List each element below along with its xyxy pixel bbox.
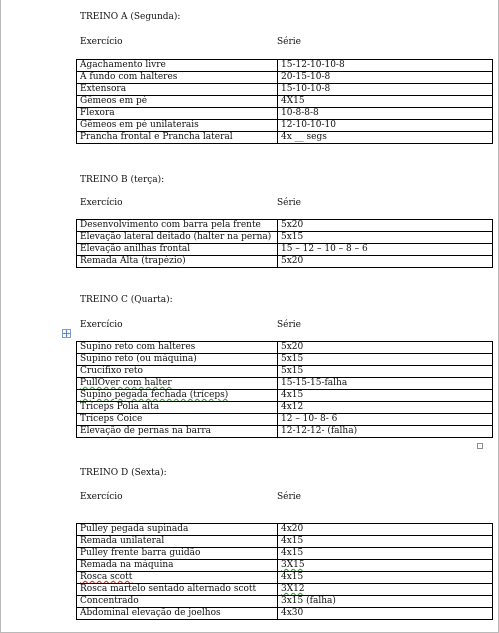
- column-header-series: Série: [277, 492, 301, 502]
- column-header-exercise: Exercício: [80, 198, 123, 208]
- exercise-cell[interactable]: Agachamento livre: [77, 60, 278, 72]
- exercise-cell[interactable]: Elevação lateral deitado (halter na perna): [77, 232, 278, 244]
- exercise-cell[interactable]: Elevação anilhas frontal: [77, 244, 278, 256]
- series-cell[interactable]: 3X12: [278, 584, 493, 596]
- series-cell[interactable]: 5x15: [278, 232, 493, 244]
- table-row: [77, 426, 493, 438]
- table-row: [77, 548, 493, 560]
- series-cell[interactable]: 5x15: [278, 366, 493, 378]
- table-row: [77, 596, 493, 608]
- series-cell[interactable]: 4x30: [278, 608, 493, 620]
- series-cell[interactable]: 12-10-10-10: [278, 120, 493, 132]
- exercise-cell[interactable]: Extensora: [77, 84, 278, 96]
- exercise-cell[interactable]: Supino reto com halteres: [77, 342, 278, 354]
- table-row: [77, 524, 493, 536]
- exercise-cell[interactable]: PullOver com halter: [77, 378, 278, 390]
- table-row: [77, 536, 493, 548]
- exercise-cell[interactable]: Desenvolvimento com barra pela frente: [77, 220, 278, 232]
- section-title: TREINO D (Sexta):: [80, 468, 167, 478]
- exercise-cell[interactable]: Gêmeos em pé: [77, 96, 278, 108]
- exercise-cell[interactable]: Abdominal elevação de joelhos: [77, 608, 278, 620]
- series-cell[interactable]: 5x20: [278, 256, 493, 268]
- exercise-cell[interactable]: A fundo com halteres: [77, 72, 278, 84]
- column-header-exercise: Exercício: [80, 492, 123, 502]
- section-title: TREINO B (terça):: [80, 175, 165, 185]
- table-row: [77, 572, 493, 584]
- exercise-cell[interactable]: Tríceps Polia alta: [77, 402, 278, 414]
- exercise-cell[interactable]: Concentrado: [77, 596, 278, 608]
- table-row: [77, 244, 493, 256]
- series-cell[interactable]: 4x12: [278, 402, 493, 414]
- table-row: [77, 366, 493, 378]
- exercise-cell[interactable]: Prancha frontal e Prancha lateral: [77, 132, 278, 144]
- exercise-cell[interactable]: Flexora: [77, 108, 278, 120]
- exercise-cell[interactable]: Tríceps Coice: [77, 414, 278, 426]
- series-cell[interactable]: 4x15: [278, 536, 493, 548]
- workout-table: [76, 341, 493, 438]
- column-header-exercise: Exercício: [80, 37, 123, 47]
- series-cell[interactable]: 4x __ segs: [278, 132, 493, 144]
- exercise-cell[interactable]: Pulley pegada supinada: [77, 524, 278, 536]
- series-cell[interactable]: 5x20: [278, 342, 493, 354]
- series-cell[interactable]: 3X15: [278, 560, 493, 572]
- series-cell[interactable]: 15-15-15-falha: [278, 378, 493, 390]
- table-row: [77, 60, 493, 72]
- series-cell[interactable]: 12-12-12- (falha): [278, 426, 493, 438]
- series-cell[interactable]: 20-15-10-8: [278, 72, 493, 84]
- page-edge-left: [0, 0, 1, 633]
- exercise-cell[interactable]: Remada Alta (trapézio): [77, 256, 278, 268]
- column-header-series: Série: [277, 198, 301, 208]
- exercise-cell[interactable]: Supino pegada fechada (tríceps): [77, 390, 278, 402]
- exercise-cell[interactable]: Gêmeos em pé unilaterais: [77, 120, 278, 132]
- series-cell[interactable]: 5x20: [278, 220, 493, 232]
- table-row: [77, 584, 493, 596]
- table-row: [77, 232, 493, 244]
- move-arrows-glyph: [63, 330, 70, 337]
- table-row: [77, 354, 493, 366]
- exercise-cell[interactable]: Rosca scott: [77, 572, 278, 584]
- series-cell[interactable]: 15-12-10-10-8: [278, 60, 493, 72]
- exercise-cell[interactable]: Crucifixo reto: [77, 366, 278, 378]
- move-arrows-icon[interactable]: [62, 329, 71, 338]
- table-row: [77, 108, 493, 120]
- series-cell[interactable]: 15 – 12 – 10 – 8 – 6: [278, 244, 493, 256]
- series-cell[interactable]: 4X15: [278, 96, 493, 108]
- series-cell[interactable]: 12 – 10- 8- 6: [278, 414, 493, 426]
- table-row: [77, 72, 493, 84]
- table-row: [77, 256, 493, 268]
- section-title: TREINO C (Quarta):: [80, 295, 173, 305]
- table-row: [77, 560, 493, 572]
- column-header-series: Série: [277, 320, 301, 330]
- exercise-cell[interactable]: Supino reto (ou máquina): [77, 354, 278, 366]
- workout-table: [76, 219, 493, 268]
- table-row: [77, 220, 493, 232]
- column-header-series: Série: [277, 37, 301, 47]
- table-row: [77, 120, 493, 132]
- series-cell[interactable]: 5x15: [278, 354, 493, 366]
- table-row: [77, 378, 493, 390]
- series-cell[interactable]: 15-10-10-8: [278, 84, 493, 96]
- series-cell[interactable]: 4x15: [278, 548, 493, 560]
- resize-square-icon[interactable]: [477, 443, 483, 449]
- table-row: [77, 414, 493, 426]
- column-header-exercise: Exercício: [80, 320, 123, 330]
- workout-table: [76, 523, 493, 620]
- table-row: [77, 608, 493, 620]
- exercise-cell[interactable]: Rosca martelo sentado alternado scott: [77, 584, 278, 596]
- table-row: [77, 342, 493, 354]
- section-title: TREINO A (Segunda):: [80, 12, 181, 22]
- series-cell[interactable]: 4x15: [278, 572, 493, 584]
- table-row: [77, 84, 493, 96]
- table-row: [77, 402, 493, 414]
- series-cell[interactable]: 4x15: [278, 390, 493, 402]
- table-row: [77, 132, 493, 144]
- exercise-cell[interactable]: Elevação de pernas na barra: [77, 426, 278, 438]
- series-cell[interactable]: 3x15 (falha): [278, 596, 493, 608]
- table-row: [77, 96, 493, 108]
- exercise-cell[interactable]: Pulley frente barra guidão: [77, 548, 278, 560]
- series-cell[interactable]: 10-8-8-8: [278, 108, 493, 120]
- table-row: [77, 390, 493, 402]
- series-cell[interactable]: 4x20: [278, 524, 493, 536]
- exercise-cell[interactable]: Remada unilateral: [77, 536, 278, 548]
- workout-table: [76, 59, 493, 144]
- exercise-cell[interactable]: Remada na máquina: [77, 560, 278, 572]
